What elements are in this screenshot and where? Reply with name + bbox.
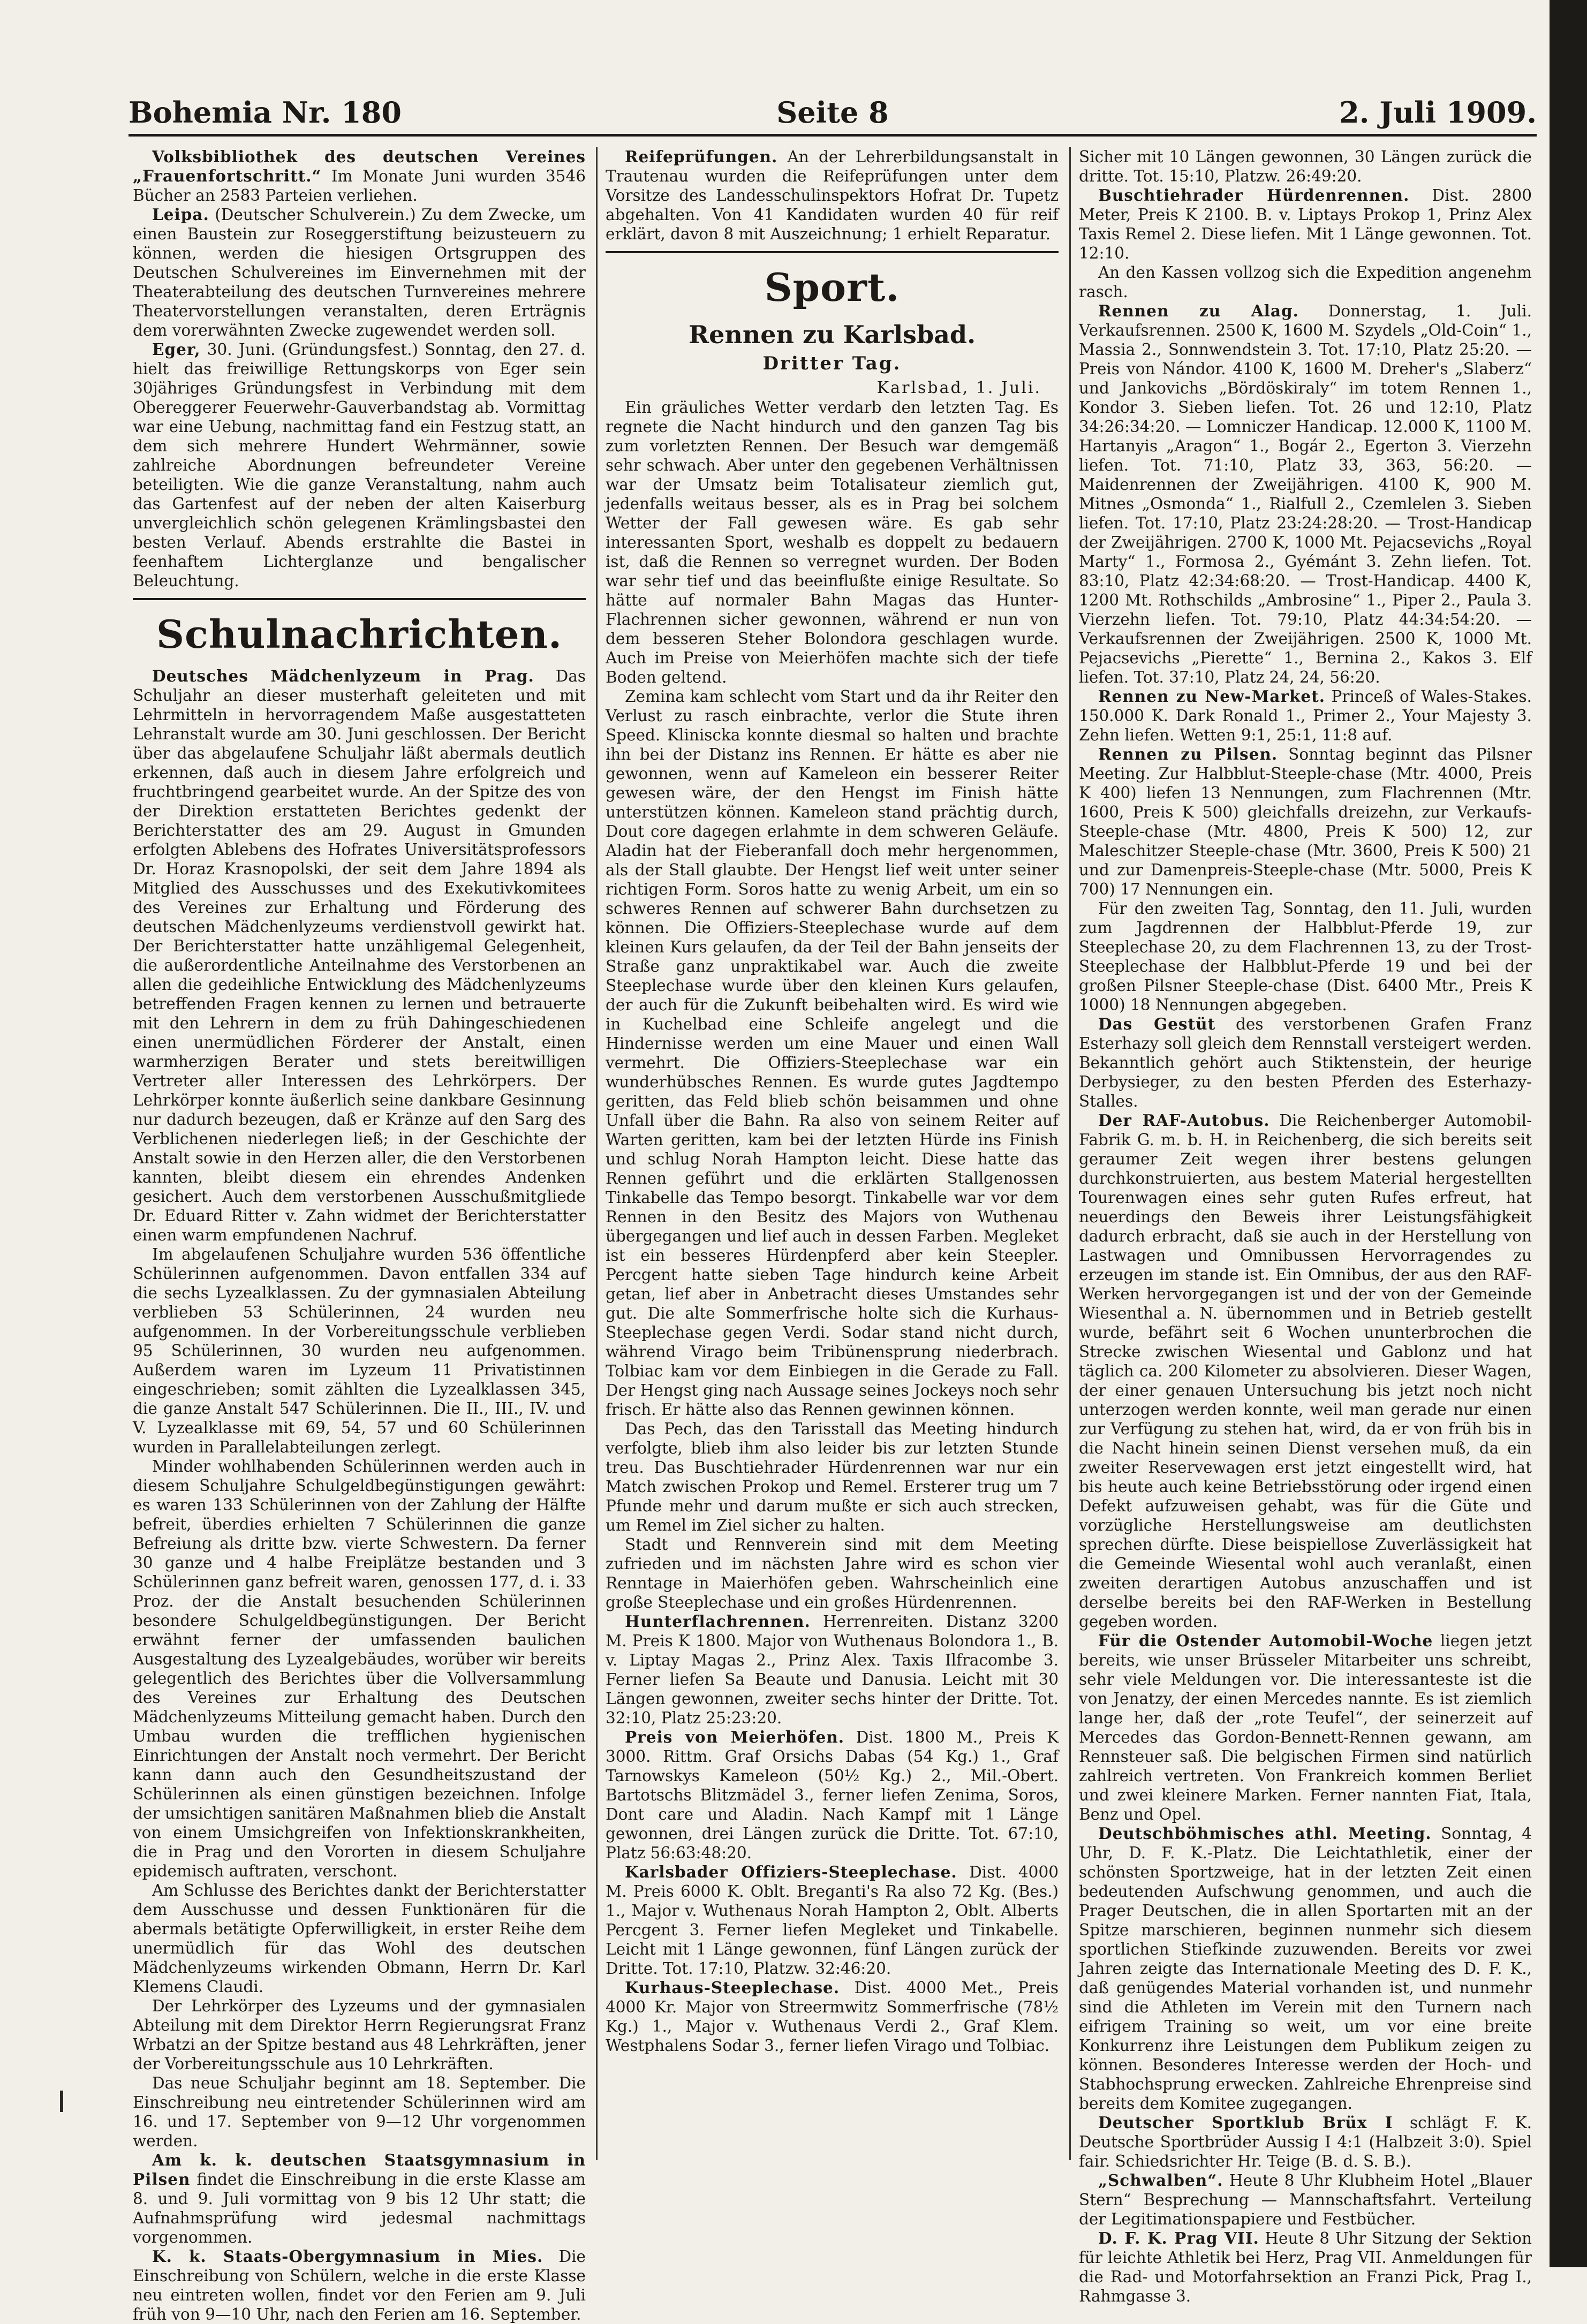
article-heading: Für die Ostender Automobil-Woche: [1098, 1631, 1433, 1650]
article-heading: D. F. K. Prag VII.: [1098, 2229, 1259, 2247]
article-text: Die Reichenberger Automobil-Fabrik G. m. b. H. in Reichenberg, die sich bereits seit geraumer Zeit wegen ihrer bestens gelungen durchkonstruierten, aus bestem Material hergestellten Tourenwagen eines sehr guten Rufes erfreut, hat neuerdings den Beweis ihrer Leistungsfähigkeit dadurch erbracht, daß sie auch in der Herstellung von Lastwagen und Omnibussen Hervorragendes zu erzeugen im stande ist. Ein Omnibus, der aus den RAF-Werken hervorgegangen ist und der von der Gemeinde Wiesenthal a. N. übernommen und in Betrieb gestellt wurde, befährt seit 6 Wochen ununterbrochen die Strecke zwischen Wiesental und Gablonz und hat täglich ca. 200 Kilometer zu absolvieren. Dieser Wagen, der einer genauen Untersuchung bis jetzt noch nicht unterzogen werden konnte, weil man gerade nur einen zur Verfügung zu stehen hat, wird, da er von früh bis in die Nacht hinein seinen Dienst versehen muß, da ein zweiter Reservewagen erst jetzt eingestellt wird, hat bis heute auch keine Betriebsstörung oder irgend einen Defekt aufzuweisen gehabt, was für die Güte und vorzügliche Herstellungsweise am deutlichsten sprechen dürfte. Diese beispiellose Zuverlässigkeit hat die Gemeinde Wiesental wohl auch veranlaßt, einen zweiten derartigen Autobus anzuschaffen und ist derselbe bereits bei den RAF-Werken in Bestellung gegeben worden.: [1079, 1111, 1532, 1631]
article-text: Princeß of Wales-Stakes. 150.000 K. Dark Ronald 1., Primer 2., Your Majesty 3. Zehn liefen. Wetten 9:1, 25:1, 11:8 auf.: [1079, 687, 1532, 744]
result-text: Herrenreiten. Distanz 3200 M. Preis K 1800. Major von Wuthenaus Bolondora 1., B. v. Liptay Magas 2., Prinz Alex. Taxis Ilfracombe 3. Ferner liefen Sa Beaute und Danusia. Leicht mit 30 Längen gewonnen, zweiter sechs hinter der Dritte. Tot. 32:10, Platz 25:23:20.: [606, 1613, 1059, 1727]
sport-continued: [1075, 147, 1536, 2306]
article-text: Das neue Schuljahr beginnt am 18. September. Die Einschreibung neu eintretender Schülerinnen wird am 16. und 17. September von 9—12 Uhr vorgenommen werden.: [133, 2074, 586, 2150]
race-title: Rennen zu Karlsbad.: [688, 320, 976, 349]
article-text: findet die Einschreibung in die erste Klasse am 8. und 9. Juli vormittag von 9 bis 12 Uhr statt; die Aufnahmsprüfung wird jedesmal nachmittags vorgenommen.: [133, 2170, 586, 2246]
article-paragraph: Stadt und Rennverein sind mit dem Meeting zufrieden und im nächsten Jahre wird es schon vier Renntage in Maierhöfen geben. Wahrscheinlich eine große Steeplechase und ein großes Hürdenrennen.: [606, 1535, 1059, 1611]
article-paragraph: [1079, 1824, 1532, 2113]
sport-report: [601, 398, 1063, 2055]
column-divider: [1069, 147, 1071, 2160]
page-number: Seite 8: [776, 95, 889, 130]
article-paragraph: [1079, 301, 1532, 687]
article-heading: Deutscher Sportklub Brüx I: [1098, 2113, 1393, 2132]
article-paragraph: Ein gräuliches Wetter verdarb den letzten Tag. Es regnete die Nacht hindurch und den ganzen Tag bis zum vorletzten Rennen. Der Besuch war demgemäß sehr schwach. Aber unter den gegebenen Verhältnissen war der Umsatz beim Totalisateur ziemlich gut, jedenfalls weitaus besser, als es in Prag bei solchem Wetter der Fall gewesen wäre. Es gab sehr interessanten Sport, weshalb es doppelt zu bedauern ist, daß die Rennen so verregnet wurden. Der Boden war sehr tief und das beeinflußte einige Resultate. So hätte auf normaler Bahn Magas das Hunter-Flachrennen sicher gewonnen, während er nun von dem besseren Steher Bolondora geschlagen wurde. Auch im Preise von Meierhöfen machte sich der tiefe Boden geltend.: [606, 398, 1059, 686]
result-paragraph: [606, 1863, 1059, 1978]
article-paragraph: [1079, 687, 1532, 745]
article-text: Heute 8 Uhr Sitzung der Sektion für leichte Athletik bei Herz, Prag VII. Anmeldungen für die Rad- und Motorfahrsektion an Franzi Pick, Prag I., Rahmgasse 3.: [1079, 2229, 1532, 2305]
result-text: Dist. 1800 M., Preis K 3000. Rittm. Graf Orsichs Dabas (54 Kg.) 1., Graf Tarnowskys Kameleon (50½ Kg.) 2., Mil.-Obert. Bartotschs Blitzmädel 3., ferner liefen Zenima, Soros, Dont care und Aladin. Nach Kampf mit 1 Länge gewonnen, drei Längen zurück die Dritte. Tot. 67:10, Platz 56:63:48:20.: [606, 1728, 1059, 1862]
article-heading: Deutsches Mädchenlyzeum in Prag.: [152, 667, 534, 685]
race-day: Dritter Tag.: [762, 353, 902, 374]
article-paragraph: [1079, 2171, 1532, 2229]
article-paragraph: [1079, 1631, 1532, 1824]
paper-name: Bohemia Nr. 180: [129, 95, 402, 130]
article-paragraph: [133, 667, 586, 1245]
article-heading: Buschtiehrader Hürdenrennen.: [1098, 186, 1410, 205]
result-text: Dist. 4000 Met., Preis 4000 Kr. Major von Streermwitz Sommerfrische (78½ Kg.) 1., Major v. Wuthenaus Verdi 2., Graf Klem. Westphalens Sodar 3., ferner liefen Virago und Tolbiac.: [606, 1979, 1059, 2055]
section-rule: [133, 598, 586, 600]
article-paragraph: [133, 1457, 586, 1881]
article-paragraph: [1079, 186, 1532, 263]
article-paragraph: [1079, 263, 1532, 301]
article-text: (Deutscher Schulverein.) Zu dem Zwecke, um einen Baustein zur Roseggerstiftung beizusteuern zu können, werden die hiesigen Ortsgruppen des Deutschen Schulvereines im Einvernehmen mit der Theaterabteilung des deutschen Turnvereines mehrere Theatervorstellungen veranstalten, deren Erträgnis dem vorerwähnten Zwecke zugewendet werden soll.: [133, 206, 586, 339]
article-paragraph: [133, 1245, 586, 1457]
article-paragraph: Zemina kam schlecht vom Start und da ihr Reiter den Verlust zu rasch einbrachte, verlor die Stute ihren Speed. Kliniscka konnte diesmal so halten und brachte ihn bei der Distanz ins Rennen. Er hätte es aber nie gewonnen, wenn auf Kameleon ein besserer Reiter gewesen wäre, der den Hengst im Finish hätte unterstützen können. Kameleon stand prächtig durch, Dout core dagegen erlahmte in dem schweren Geläufe. Aladin hat der Fieberanfall doch mehr hergenommen, als der Stall glaubte. Der Hengst lief weit unter seiner richtigen Form. Soros hatte zu wenig Arbeit, um ein so schweres Rennen auf schwerer Bahn durchsetzen zu können. Die Offiziers-Steeplechase wurde auf dem kleinen Kurs gelaufen, da der Teil der Bahn jenseits der Straße ganz unpraktikabel war. Auch die zweite Steeplechase wurde über den kleinen Kurs gelaufen, der auch für die Zukunft beibehalten wird. Es wird wie in Kuchelbad eine Schleife angelegt und die Hindernisse werden um eine Mauer und einen Wall vermehrt. Die Offiziers-Steeplechase war ein wunderhübsches Rennen. Es wurde gutes Jagdtempo geritten, das Feld blieb schön beisammen und ohne Unfall über die Bahn. Ra also von seinem Reiter auf Warten geritten, kam bei der letzten Hürde ins Finish und schlug Norah Hampton leicht. Diese hatte das Rennen geführt und die erklärten Stallgenossen Tinkabelle das Tempo besorgt. Tinkabelle war vor dem Rennen in den Besitz des Majors von Wuthenau übergegangen und lief auch in dessen Farben. Megleket ist ein besseres Hürdenpferd aber kein Steepler. Percgent hatte sieben Tage hindurch keine Arbeit getan, lief aber in Anbetracht dieses Umstandes sehr gut. Die alte Sommerfrische holte sich die Kurhaus-Steeplechase gegen Verdi. Sodar stand nicht durch, während Virago beim Tribünensprung niederbrach. Tolbiac kam vor dem Einbiegen in die Gerade zu Fall. Der Hengst ging nach Aussage seines Jockeys noch sehr frisch. Er hätte also das Rennen gewinnen können.: [606, 687, 1059, 1419]
article-heading: Das Gestüt: [1098, 1015, 1216, 1033]
article-text: des verstorbenen Grafen Franz Esterhazy soll gleich dem Rennstall versteigert werden. Bekanntlich gehört auch Stiktenstein, der heurige Derbysieger, zu den besten Pferden des Esterhazy-Stalles.: [1079, 1015, 1532, 1110]
article-paragraph: Sicher mit 10 Längen gewonnen, 30 Längen zurück die dritte. Tot. 15:10, Platzw. 26:49:20.: [1079, 148, 1532, 185]
issue-date: 2. Juli 1909.: [1339, 95, 1537, 130]
article-text: Für den zweiten Tag, Sonntag, den 11. Juli, wurden zum Jagdrennen der Halbblut-Pferde 19, zur Steeplechase 20, zu dem Flachrennen 13, zu der Trost-Steeplechase der Halbblut-Pferde 19 und bei der großen Pilsner Steeple-chase (Dist. 6400 Mtr., Preis K 1000) 18 Nennungen abgegeben.: [1079, 899, 1532, 1014]
article-paragraph: [133, 205, 586, 340]
column-divider: [596, 147, 598, 2160]
article-paragraph: [133, 2151, 586, 2247]
article-paragraph: Das Pech, das den Tarisstall das Meeting hindurch verfolgte, blieb ihm also leider bis zur letzten Stunde treu. Das Buschtiehrader Hürdenrennen war nur ein Match zwischen Prokop und Remel. Ersterer trug um 7 Pfunde mehr und darum mußte er sich auch strecken, um Remel im Ziel sicher zu halten.: [606, 1420, 1059, 1534]
article-paragraph: [1079, 2113, 1532, 2171]
article-text: Das Schuljahr an dieser musterhaft geleiteten und mit Lehrmitteln in hervorragendem Maße ausgestatteten Lehranstalt wurde am 30. Juni geschlossen. Der Bericht über das abgelaufene Schuljahr läßt abermals deutlich erkennen, daß auch in diesem Jahre erfolgreich und fruchtbringend gearbeitet wurde. An der Spitze des von der Direktion erstatteten Berichtes gedenkt der Berichterstatter des am 29. August in Gmunden erfolgten Ablebens des Hofrates Universitätsprofessors Dr. Horaz Krasnopolski, der seit dem Jahre 1894 als Mitglied des Ausschusses und des Exekutivkomitees des Vereines zur Erhaltung und Förderung des deutschen Mädchenlyzeums verdienstvoll gewirkt hat. Der Berichterstatter hatte unzähligemal Gelegenheit, die außerordentliche Anteilnahme des Verstorbenen an allen die gedeihliche Entwicklung des Mädchenlyzeums betreffenden Fragen kennen zu lernen und betrauerte mit den Lehrern in dem zu früh Dahingeschiedenen einen unermüdlichen Förderer der Anstalt, einen warmherzigen Berater und stets bereitwilligen Vertreter aller Interessen des Lehrkörpers. Der Lehrkörper konnte äußerlich seine dankbare Gesinnung nur dadurch bezeugen, daß er Kränze auf den Sarg des Verblichenen niederlegen ließ; in der Geschichte der Anstalt sowie in den Herzen aller, die den Verstorbenen kannten, bleibt diesem ein ehrendes Andenken gesichert. Auch dem verstorbenen Ausschußmitgliede Dr. Eduard Ritter v. Zahn widmet der Berichterstatter einen warm empfundenen Nachruf.: [133, 667, 586, 1244]
result-paragraph: [606, 1728, 1059, 1863]
article-heading: „Schwalben“.: [1098, 2171, 1223, 2190]
column-1: [129, 147, 590, 2323]
article-paragraph: [1079, 1111, 1532, 1631]
article-heading: Leipa.: [152, 205, 209, 224]
article-heading: Deutschböhmisches athl. Meeting.: [1098, 1824, 1432, 1843]
result-paragraph: [606, 1978, 1059, 2055]
article-text: An den Kassen vollzog sich die Expedition angenehm rasch.: [1079, 263, 1532, 301]
column-3: [1075, 147, 1536, 2305]
article-paragraph: [133, 1996, 586, 2073]
article-paragraph: [606, 147, 1059, 244]
result-paragraph: [606, 1612, 1059, 1728]
article-text: liegen jetzt bereits, wie unser Brüsseler Mitarbeiter uns schreibt, sehr viele Meldungen vor. Die interessanteste ist die von Jenatzy, der einen Mercedes nannte. Es ist ziemlich lange her, daß der „rote Teufel“, der seinerzeit auf Mercedes das Gordon-Bennett-Rennen gewann, am Rennsteuer saß. Die belgischen Firmen sind natürlich zahlreich vertreten. Von Frankreich kommen Berliet und zwei kleinere Marken. Ferner nannten Fiat, Itala, Benz und Opel.: [1079, 1632, 1532, 1823]
article-text: 30. Juni. (Gründungsfest.) Sonntag, den 27. d. hielt das freiwillige Rettungskorps von Eger sein 30jähriges Gründungsfest in Verbindung mit dem Obereggerer Feuerwehr-Gauverbandstag ab. Vormittag war eine Uebung, nachmittag fand ein Festzug statt, an dem sich mehrere Hundert Wehrmänner, sowie zahlreiche Abordnungen befreundeter Vereine beteiligten. Wie die ganze Veranstaltung, nahm auch das Gartenfest auf der neben der alten Kaiserburg unvergleichlich schön gelegenen Krämlingsbastei den besten Verlauf. Abends erstrahlte die Bastei in feenhaftem Lichterglanze und bengalischer Beleuchtung.: [133, 340, 586, 590]
article-heading: Der RAF-Autobus.: [1098, 1111, 1270, 1130]
article-paragraph: [1079, 899, 1532, 1015]
section-title-sport: Sport.: [764, 264, 900, 310]
header-rule: [129, 134, 1537, 137]
section-title-school: Schulnachrichten.: [156, 611, 563, 657]
result-heading: Preis von Meierhöfen.: [625, 1728, 844, 1746]
article-text: Minder wohlhabenden Schülerinnen werden auch in diesem Schuljahre Schulgeldbegünstigungen gewährt: es waren 133 Schülerinnen von der Zahlung der Hälfte befreit, überdies erhielten 7 Schülerinnen die ganze Befreiung als dritte bzw. vierte Schwestern. Da ferner 30 ganze und 4 halbe Freiplätze bestanden und 3 Schülerinnen ganz befreit waren, genossen 177, d. i. 33 Proz. der die Anstalt besuchenden Schülerinnen besondere Schulgeldbegünstigungen. Der Bericht erwähnt ferner der umfassenden baulichen Ausgestaltung des Lyzealgebäudes, worüber wir bereits gelegentlich des Berichtes über die Vollversammlung des Vereines zur Erhaltung des Deutschen Mädchenlyzeums Mitteilung gemacht haben. Durch den Umbau wurden die trefflichen hygienischen Einrichtungen der Anstalt noch vermehrt. Der Bericht kann dann auch den Gesundheitszustand der Schülerinnen als einen günstigen bezeichnen. Infolge der umsichtigen sanitären Maßnahmen blieb die Anstalt von einem Umsichgreifen von Infektionskrankheiten, die in Prag und den Vororten in diesem Schuljahre epidemisch auftraten, verschont.: [133, 1457, 586, 1880]
article-text: Im abgelaufenen Schuljahre wurden 536 öffentliche Schülerinnen aufgenommen. Davon entfallen 334 auf die sechs Lyzealklassen. Zu der gymnasialen Abteilung verblieben 53 Schülerinnen, 24 wurden neu aufgenommen. In der Vorbereitungsschule verblieben 95 Schülerinnen, 30 wurden neu aufgenommen. Außerdem waren im Lyzeum 11 Privatistinnen eingeschrieben; somit zählten die Lyzealklassen 345, die ganze Anstalt 547 Schülerinnen. Die II., III., IV. und V. Lyzealklasse mit 69, 54, 57 und 60 Schülerinnen wurden in Parallelabteilungen zerlegt.: [133, 1245, 586, 1456]
result-heading: Kurhaus-Steeplechase.: [625, 1978, 840, 1997]
article-text: schlägt F. K. Deutsche Sportbrüder Aussig I 4:1 (Halbzeit 3:0). Spiel fair. Schiedsrichter Hr. Teige (B. d. S. B.).: [1079, 2114, 1532, 2170]
article-heading: Rennen zu Pilsen.: [1098, 745, 1278, 763]
article-paragraph: [1079, 2229, 1532, 2306]
result-text: Dist. 4000 M. Preis 6000 K. Oblt. Breganti's Ra also 72 Kg. (Bes.) 1., Major v. Wuthenaus Norah Hampton 2, Oblt. Alberts Percgent 3. Ferner liefen Megleket und Tinkabelle. Leicht mit 1 Länge gewonnen, fünf Längen zurück der Dritte. Tot. 17:10, Platzw. 32:46:20.: [606, 1863, 1059, 1978]
scan-edge: [1550, 0, 1587, 2267]
article-heading: Rennen zu New-Market.: [1098, 687, 1326, 706]
column-2: [601, 147, 1063, 2160]
article-text: Heute 8 Uhr Klubheim Hotel „Blauer Stern“ Besprechung — Mannschaftsfahrt. Verteilung der Legitimationspapiere und Festbücher.: [1079, 2171, 1532, 2228]
article-heading: Reifeprüfungen.: [625, 147, 778, 166]
school-news: [129, 667, 590, 2324]
section-rule: [606, 251, 1059, 253]
article-paragraph: [1079, 745, 1532, 899]
article-text: Im Monate Juni wurden 3546 Bücher an 2583 Parteien verliehen.: [133, 167, 586, 205]
result-heading: Hunterflachrennen.: [625, 1612, 811, 1631]
article-paragraph: [133, 340, 586, 591]
article-text: Dist. 2800 Meter, Preis K 2100. B. v. Liptays Prokop 1, Prinz Alex Taxis Remel 2. Diese liefen. Mit 1 Länge gewonnen. Tot. 12:10.: [1079, 186, 1532, 262]
article-heading: K. k. Staats-Obergymnasium in Mies.: [152, 2247, 543, 2266]
exam-news: [601, 147, 1063, 244]
article-text: Donnerstag, 1. Juli. Verkaufsrennen. 2500 K, 1600 M. Szydels „Old-Coin“ 1., Massia 2., Sonnwendstein 3. Tot. 17:10, Platz 25:20. — Preis von Nándor. 4100 K, 1600 M. Dreher's „Slaberz“ und Jankovichs „Bördöskiraly“ im totem Rennen 1., Kondor 3. Sieben liefen. Tot. 26 und 12:10, Platz 34:26:34:20. — Lomniczer Handicap. 12.000 K, 1100 M. Hartanyis „Aragon“ 1., Bogár 2., Egerton 3. Vierzehn liefen. Tot. 71:10, Platz 33, 363, 56:20. — Maidenrennen der Zweijährigen. 4100 K, 900 M. Mitnes „Osmonda“ 1., Rialfull 2., Czemlelen 3. Sieben liefen. Tot. 17:10, Platz 23:24:28:20. — Trost-Handicap der Zweijährigen. 2700 K, 1000 Mt. Pejacsevichs „Royal Marty“ 1., Formosa 2., Gyémánt 3. Zehn liefen. Tot. 83:10, Platz 42:34:68:20. — Trost-Handicap. 4400 K, 1200 Mt. Rothschilds „Ambrosine“ 1., Piper 2., Paula 3. Vierzehn liefen. Tot. 79:10, Platz 44:34:54:20. — Verkaufsrennen der Zweijährigen. 2500 K, 1000 Mt. Pejacsevichs „Pierette“ 1., Bernina 2., Kakos 3. Elf liefen. Tot. 37:10, Platz 24, 24, 56:20.: [1079, 302, 1532, 686]
article-text: An der Lehrerbildungsanstalt in Trautenau wurden die Reifeprüfungen unter dem Vorsitze des Landesschulinspektors Hofrat Dr. Tupetz abgehalten. Von 41 Kandidaten wurden 40 für reif erklärt, davon 8 mit Auszeichnung; 1 erhielt Reparatur.: [606, 148, 1059, 243]
article-text: Sonntag beginnt das Pilsner Meeting. Zur Halbblut-Steeple-chase (Mtr. 4000, Preis K 400) liefen 13 Nennungen, zum Flachrennen (Mtr. 1600, Preis K 500) gleichfalls dreizehn, zur Verkaufs-Steeple-chase (Mtr. 4800, Preis K 500) 12, zur Maleschitzer Steeple-chase (Mtr. 3600, Preis K 500) 21 und zur Damenpreis-Steeple-chase (Mtr. 5000, Preis K 700) 17 Nennungen ein.: [1079, 745, 1532, 898]
article-paragraph: [133, 2073, 586, 2151]
article-heading: Rennen zu Alag.: [1098, 301, 1299, 320]
article-text: Sonntag, 4 Uhr, D. F. K.-Platz. Die Leichtathletik, einer der schönsten Sportzweige, hat in der letzten Zeit einen bedeutenden Aufschwung genommen, und auch die Prager Deutschen, die in allen Sportarten mit an der Spitze marschieren, beginnen nunmehr sich diesem sportlichen Stiefkinde zuzuwenden. Bereits vor zwei Jahren zeigte das Internationale Meeting des D. F. K., daß genügendes Material vorhanden ist, und nunmehr sind die Athleten im Verein mit den Turnern nach eifrigem Training so weit, um vor eine breite Konkurrenz ihre Leistungen dem Publikum zeigen zu können. Besonderes Interesse werden der Hoch- und Stabhochsprung erwecken. Zahlreiche Ehrenpreise sind bereits dem Komitee zugegangen.: [1079, 1825, 1532, 2113]
local-news: [129, 147, 590, 591]
page-header: [129, 96, 1537, 139]
article-text: Die Einschreibung von Schülern, welche in die erste Klasse neu eintreten wollen, findet vor den Ferien am 9. Juli früh von 9—10 Uhr, nach den Ferien am 16. September.: [133, 2247, 586, 2323]
article-paragraph: [133, 1881, 586, 1996]
article-text: Der Lehrkörper des Lyzeums und der gymnasialen Abteilung mit dem Direktor Herrn Regierungsrat Franz Wrbatzi an der Spitze bestand aus 48 Lehrkräften, jener der Vorbereitungsschule aus 10 Lehrkräften.: [133, 1997, 586, 2073]
margin-mark: [60, 2091, 63, 2112]
article-heading: Eger,: [152, 340, 201, 359]
article-paragraph: [1079, 1015, 1532, 1111]
dateline: Karlsbad, 1. Juli.: [876, 378, 1041, 397]
article-heading: Volksbibliothek des deutschen Vereines „Frauenfortschritt.“: [133, 147, 586, 185]
article-text: Am Schlusse des Berichtes dankt der Berichterstatter dem Ausschusse und dessen Funktionären für die abermals betätigte Opferwilligkeit, in erster Reihe dem unermüdlich für das Wohl des deutschen Mädchenlyzeums wirkenden Obmann, Herrn Dr. Karl Klemens Claudi.: [133, 1881, 586, 1996]
article-paragraph: [133, 147, 586, 205]
article-paragraph: [133, 2247, 586, 2324]
article-heading: Am k. k. deutschen Staatsgymnasium in Pilsen: [133, 2151, 586, 2189]
result-heading: Karlsbader Offiziers-Steeplechase.: [625, 1863, 957, 1881]
